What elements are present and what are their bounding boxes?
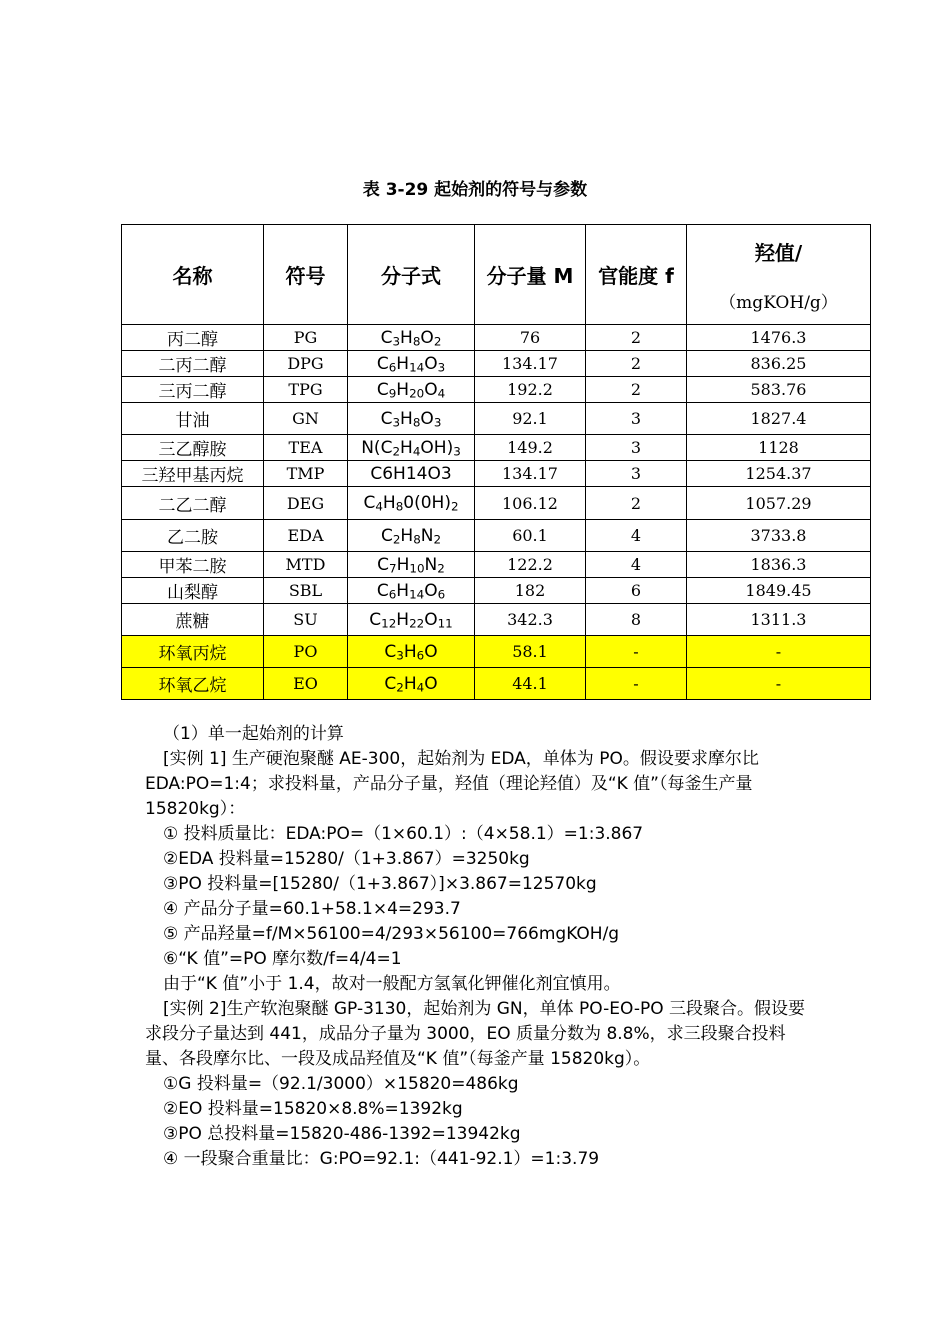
- cell-symbol: PG: [264, 325, 348, 351]
- cell-functionality: -: [586, 636, 687, 668]
- cell-symbol: SU: [264, 604, 348, 636]
- example2-step: ④ 一段聚合重量比：G:PO=92.1:（441-92.1）=1:3.79: [163, 1149, 600, 1169]
- cell-symbol: DEG: [264, 487, 348, 520]
- table-row: [122, 435, 871, 461]
- cell-functionality: 2: [586, 325, 687, 351]
- cell-name: 甘油: [122, 403, 264, 435]
- cell-molecular-weight: 60.1: [475, 520, 586, 552]
- cell-functionality: 2: [586, 487, 687, 520]
- cell-formula: $C_2H_8N_2$: [348, 520, 475, 552]
- header-functionality: 官能度 f: [586, 225, 687, 325]
- cell-name: 山梨醇: [122, 578, 264, 604]
- cell-molecular-weight: 92.1: [475, 403, 586, 435]
- cell-name: 环氧丙烷: [122, 636, 264, 668]
- cell-hydroxyl-value: 1836.3: [687, 552, 871, 578]
- cell-formula: $C_4H_80(0H)_2$: [348, 487, 475, 520]
- table-row: [122, 636, 871, 668]
- section-title: （1）单一起始剂的计算: [163, 724, 344, 744]
- table-row: [122, 325, 871, 351]
- cell-hydroxyl-value: 1128: [687, 435, 871, 461]
- cell-molecular-weight: 149.2: [475, 435, 586, 461]
- cell-formula: $C_3H_8O_3$: [348, 403, 475, 435]
- table-row: [122, 377, 871, 403]
- example1-step: ④ 产品分子量=60.1+58.1×4=293.7: [163, 899, 461, 919]
- table-row: [122, 552, 871, 578]
- cell-hydroxyl-value: 1849.45: [687, 578, 871, 604]
- header-symbol: 符号: [264, 225, 348, 325]
- example1-step: ① 投料质量比：EDA:PO=（1×60.1）:（4×58.1）=1:3.867: [163, 824, 644, 844]
- cell-name: 二乙二醇: [122, 487, 264, 520]
- header-hydroxyl-line2: （mgKOH/g）: [719, 292, 838, 313]
- table-caption: 表 3-29 起始剂的符号与参数: [362, 180, 588, 200]
- cell-symbol: PO: [264, 636, 348, 668]
- cell-hydroxyl-value: 583.76: [687, 377, 871, 403]
- cell-hydroxyl-value: 1827.4: [687, 403, 871, 435]
- example1-step: ⑤ 产品羟量=f/M×56100=4/293×56100=766mgKOH/g: [163, 924, 620, 944]
- cell-hydroxyl-value: 1057.29: [687, 487, 871, 520]
- cell-name: 甲苯二胺: [122, 552, 264, 578]
- cell-molecular-weight: 134.17: [475, 351, 586, 377]
- table-row: [122, 578, 871, 604]
- cell-symbol: DPG: [264, 351, 348, 377]
- cell-functionality: 3: [586, 403, 687, 435]
- cell-hydroxyl-value: 1254.37: [687, 461, 871, 487]
- table-body: [122, 325, 871, 700]
- cell-symbol: EDA: [264, 520, 348, 552]
- table-row: [122, 604, 871, 636]
- table-row: [122, 520, 871, 552]
- cell-formula: $C_6H_{14}O_6$: [348, 578, 475, 604]
- cell-formula: $C_{12}H_{22}O_{11}$: [348, 604, 475, 636]
- cell-name: 环氧乙烷: [122, 668, 264, 700]
- table-row: [122, 351, 871, 377]
- cell-name: 三羟甲基丙烷: [122, 461, 264, 487]
- cell-hydroxyl-value: 836.25: [687, 351, 871, 377]
- header-name: 名称: [122, 225, 264, 325]
- cell-molecular-weight: 192.2: [475, 377, 586, 403]
- cell-molecular-weight: 58.1: [475, 636, 586, 668]
- cell-molecular-weight: 134.17: [475, 461, 586, 487]
- cell-name: 二丙二醇: [122, 351, 264, 377]
- cell-name: 三乙醇胺: [122, 435, 264, 461]
- cell-molecular-weight: 106.12: [475, 487, 586, 520]
- example2-step: ②EO 投料量=15820×8.8%=1392kg: [163, 1099, 463, 1119]
- cell-functionality: 4: [586, 520, 687, 552]
- header-molecular-weight: 分子量 M: [475, 225, 586, 325]
- cell-hydroxyl-value: 1476.3: [687, 325, 871, 351]
- header-formula: 分子式: [348, 225, 475, 325]
- table-header-row: [122, 225, 871, 325]
- example1-steps: [145, 822, 815, 972]
- cell-molecular-weight: 122.2: [475, 552, 586, 578]
- cell-molecular-weight: 342.3: [475, 604, 586, 636]
- cell-name: 三丙二醇: [122, 377, 264, 403]
- cell-functionality: -: [586, 668, 687, 700]
- cell-symbol: SBL: [264, 578, 348, 604]
- example1-intro: [实例 1] 生产硬泡聚醚 AE-300，起始剂为 EDA，单体为 PO。假设要求摩尔比 EDA:PO=1:4；求投料量，产品分子量，羟值（理论羟值）及“K 值”（每釜生产量 15820kg）：: [145, 749, 759, 819]
- initiator-parameter-table: [121, 224, 871, 700]
- cell-functionality: 3: [586, 461, 687, 487]
- example2-steps: [145, 1072, 815, 1172]
- example1-step: ②EDA 投料量=15280/（1+3.867）=3250kg: [163, 849, 530, 869]
- cell-formula: $C_6H_{14}O_3$: [348, 351, 475, 377]
- cell-name: 丙二醇: [122, 325, 264, 351]
- cell-name: 乙二胺: [122, 520, 264, 552]
- cell-functionality: 6: [586, 578, 687, 604]
- cell-symbol: MTD: [264, 552, 348, 578]
- cell-formula: $N(C_2H_4OH)_3$: [348, 435, 475, 461]
- cell-symbol: TPG: [264, 377, 348, 403]
- cell-formula: C6H14O3: [348, 461, 475, 487]
- example2-step: ③PO 总投料量=15820-486-1392=13942kg: [163, 1124, 521, 1144]
- cell-functionality: 2: [586, 351, 687, 377]
- cell-hydroxyl-value: 3733.8: [687, 520, 871, 552]
- cell-name: 蔗糖: [122, 604, 264, 636]
- cell-symbol: GN: [264, 403, 348, 435]
- cell-formula: $C_9H_{20}O_4$: [348, 377, 475, 403]
- example2-intro: [实例 2]生产软泡聚醚 GP-3130，起始剂为 GN，单体 PO-EO-PO 三段聚合。假设要求段分子量达到 441，成品分子量为 3000，EO 质量分数为 8.8%，求三段聚合投料量、各段摩尔比、一段及成品羟值及“K 值”（每釜产量 15820kg）。: [145, 999, 806, 1069]
- example1-step: ③PO 投料量=[15280/（1+3.867）]×3.867=12570kg: [163, 874, 597, 894]
- cell-hydroxyl-value: -: [687, 636, 871, 668]
- example2-step: ①G 投料量=（92.1/3000）×15820=486kg: [163, 1074, 519, 1094]
- cell-formula: $C_3H_8O_2$: [348, 325, 475, 351]
- cell-symbol: TEA: [264, 435, 348, 461]
- cell-functionality: 8: [586, 604, 687, 636]
- cell-molecular-weight: 76: [475, 325, 586, 351]
- table-row: [122, 668, 871, 700]
- cell-functionality: 4: [586, 552, 687, 578]
- table-row: [122, 461, 871, 487]
- table-row: [122, 403, 871, 435]
- cell-functionality: 2: [586, 377, 687, 403]
- example1-note: 由于“K 值”小于 1.4，故对一般配方氢氧化钾催化剂宜慎用。: [163, 974, 621, 994]
- header-hydroxyl-value: [687, 225, 871, 325]
- example1-step: ⑥“K 值”=PO 摩尔数/f=4/4=1: [163, 949, 402, 969]
- cell-functionality: 3: [586, 435, 687, 461]
- cell-molecular-weight: 182: [475, 578, 586, 604]
- header-hydroxyl-line1: 羟值/: [754, 240, 803, 265]
- cell-molecular-weight: 44.1: [475, 668, 586, 700]
- cell-formula: $C_2H_4O$: [348, 668, 475, 700]
- cell-formula: $C_3H_6O$: [348, 636, 475, 668]
- cell-symbol: EO: [264, 668, 348, 700]
- cell-hydroxyl-value: -: [687, 668, 871, 700]
- cell-hydroxyl-value: 1311.3: [687, 604, 871, 636]
- table-row: [122, 487, 871, 520]
- body-text: [145, 722, 815, 1172]
- cell-formula: $C_7H_{10}N_2$: [348, 552, 475, 578]
- cell-symbol: TMP: [264, 461, 348, 487]
